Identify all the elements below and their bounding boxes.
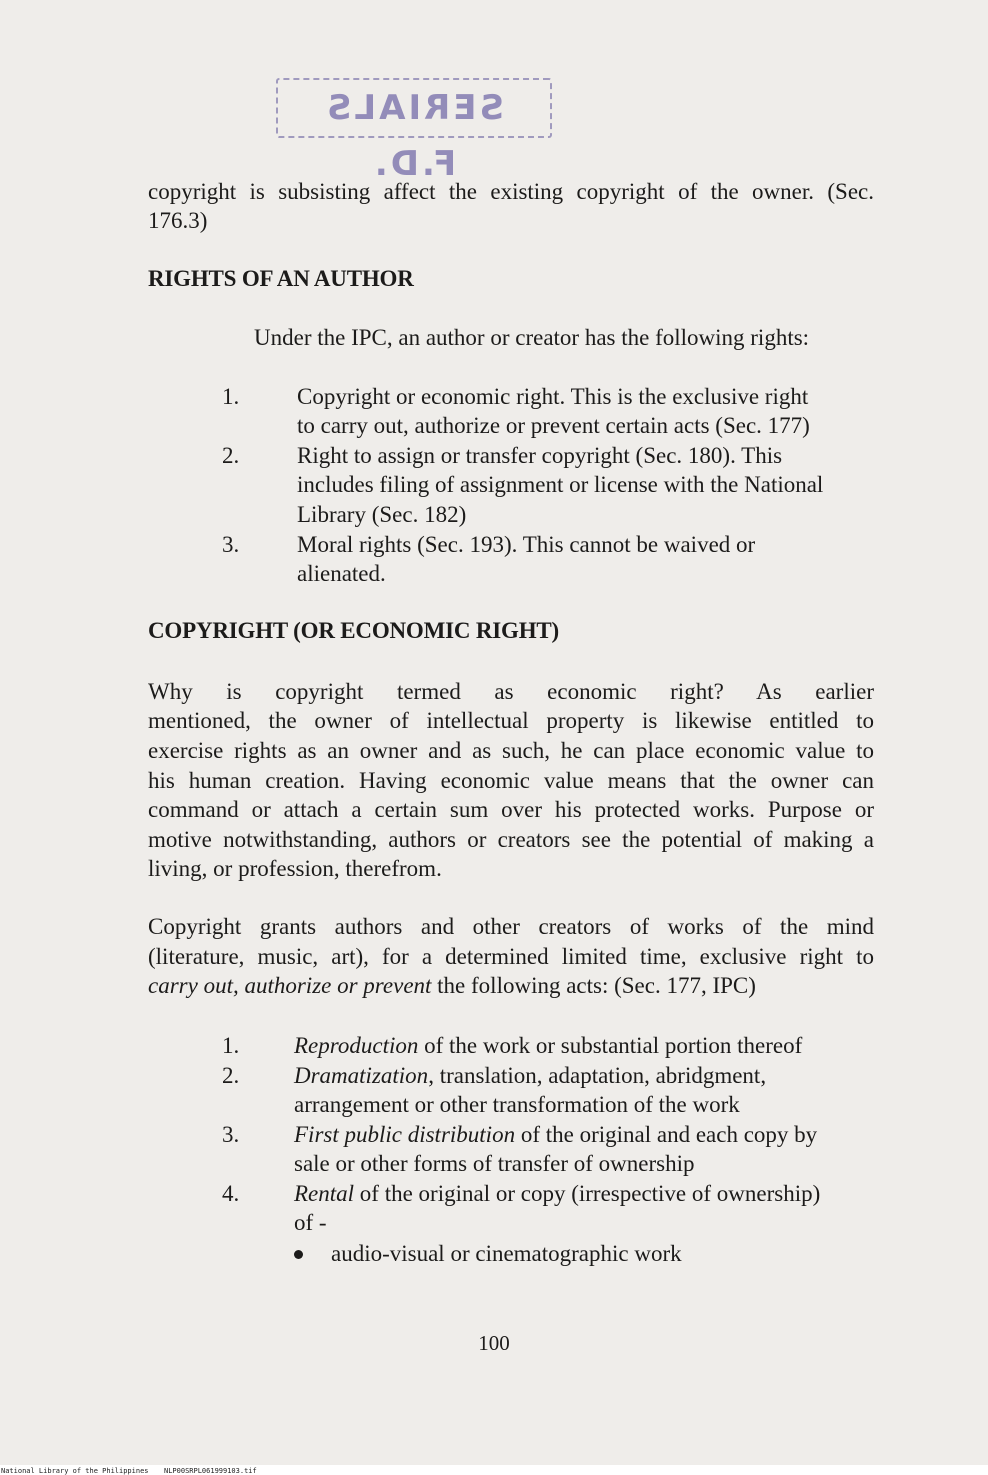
para1-line: mentioned, the owner of intellectual property is likewise entitled to: [148, 708, 874, 733]
act-number: 4.: [222, 1181, 240, 1206]
act-line: of -: [294, 1210, 327, 1235]
act-number: 3.: [222, 1122, 240, 1147]
rights-heading: RIGHTS OF AN AUTHOR: [148, 266, 414, 291]
page-number: 100: [478, 1331, 510, 1355]
rights-item-line: alienated.: [297, 561, 386, 586]
act-description: of the work or substantial portion thereof: [418, 1033, 803, 1058]
para1-line: his human creation. Having economic value means that the owner can: [148, 768, 874, 793]
act-line: [294, 1179, 820, 1209]
act-number: 1.: [222, 1033, 240, 1058]
para1-line: living, or profession, therefrom.: [148, 856, 442, 881]
bullet-dot-icon: [294, 1250, 303, 1259]
intro-line-2: 176.3): [148, 208, 208, 233]
act-description: of the original and each copy by: [515, 1122, 818, 1147]
para2-italic-phrase: carry out, authorize or prevent: [148, 973, 432, 998]
para2-line-rest: the following acts: (Sec. 177, IPC): [431, 973, 756, 998]
serials-stamp: SERIALS F.D.: [276, 78, 552, 138]
para2-line: Copyright grants authors and other creators of works of the mind: [148, 914, 874, 939]
footer-source: National Library of the Philippines: [1, 1467, 149, 1475]
rights-item-number: 2.: [222, 443, 240, 468]
act-term: Reproduction: [294, 1033, 419, 1058]
copyright-heading: COPYRIGHT (OR ECONOMIC RIGHT): [148, 618, 559, 643]
act-line: sale or other forms of transfer of ownership: [294, 1151, 695, 1176]
act-line: [294, 1061, 766, 1091]
rights-item-line: Right to assign or transfer copyright (Sec. 180). This: [297, 443, 783, 468]
rights-item-number: 3.: [222, 532, 240, 557]
rights-item-line: Copyright or economic right. This is the exclusive right: [297, 384, 809, 409]
rights-item-line: Moral rights (Sec. 193). This cannot be waived or: [297, 532, 756, 557]
act-description: of the original or copy (irrespective of ownership): [354, 1181, 821, 1206]
footer-filename: NLP00SRPL061999103.tif: [164, 1467, 257, 1475]
intro-line-1: copyright is subsisting affect the existing copyright of the owner. (Sec.: [148, 179, 874, 204]
sub-bullet-item: audio-visual or cinematographic work: [331, 1241, 682, 1266]
rights-item-line: includes filing of assignment or license with the National: [297, 472, 824, 497]
para1-line: Why is copyright termed as economic right? As earlier: [148, 679, 874, 704]
para2-line: [148, 971, 874, 1001]
act-line: arrangement or other transformation of the work: [294, 1092, 740, 1117]
para1-line: exercise rights as an owner and as such, he can place economic value to: [148, 738, 874, 763]
para1-line: command or attach a certain sum over his protected works. Purpose or: [148, 797, 874, 822]
act-line: [294, 1031, 802, 1061]
para1-line: motive notwithstanding, authors or creators see the potential of making a: [148, 827, 874, 852]
act-term: Rental: [294, 1181, 355, 1206]
rights-item-line: Library (Sec. 182): [297, 502, 467, 527]
act-description: , translation, adaptation, abridgment,: [428, 1063, 767, 1088]
act-number: 2.: [222, 1063, 240, 1088]
act-term: First public distribution: [294, 1122, 516, 1147]
rights-lead: Under the IPC, an author or creator has the following rights:: [254, 325, 810, 350]
rights-item-number: 1.: [222, 384, 240, 409]
para2-line: (literature, music, art), for a determined limited time, exclusive right to: [148, 944, 874, 969]
act-term: Dramatization: [294, 1063, 429, 1088]
act-line: [294, 1120, 817, 1150]
rights-item-line: to carry out, authorize or prevent certain acts (Sec. 177): [297, 413, 810, 438]
